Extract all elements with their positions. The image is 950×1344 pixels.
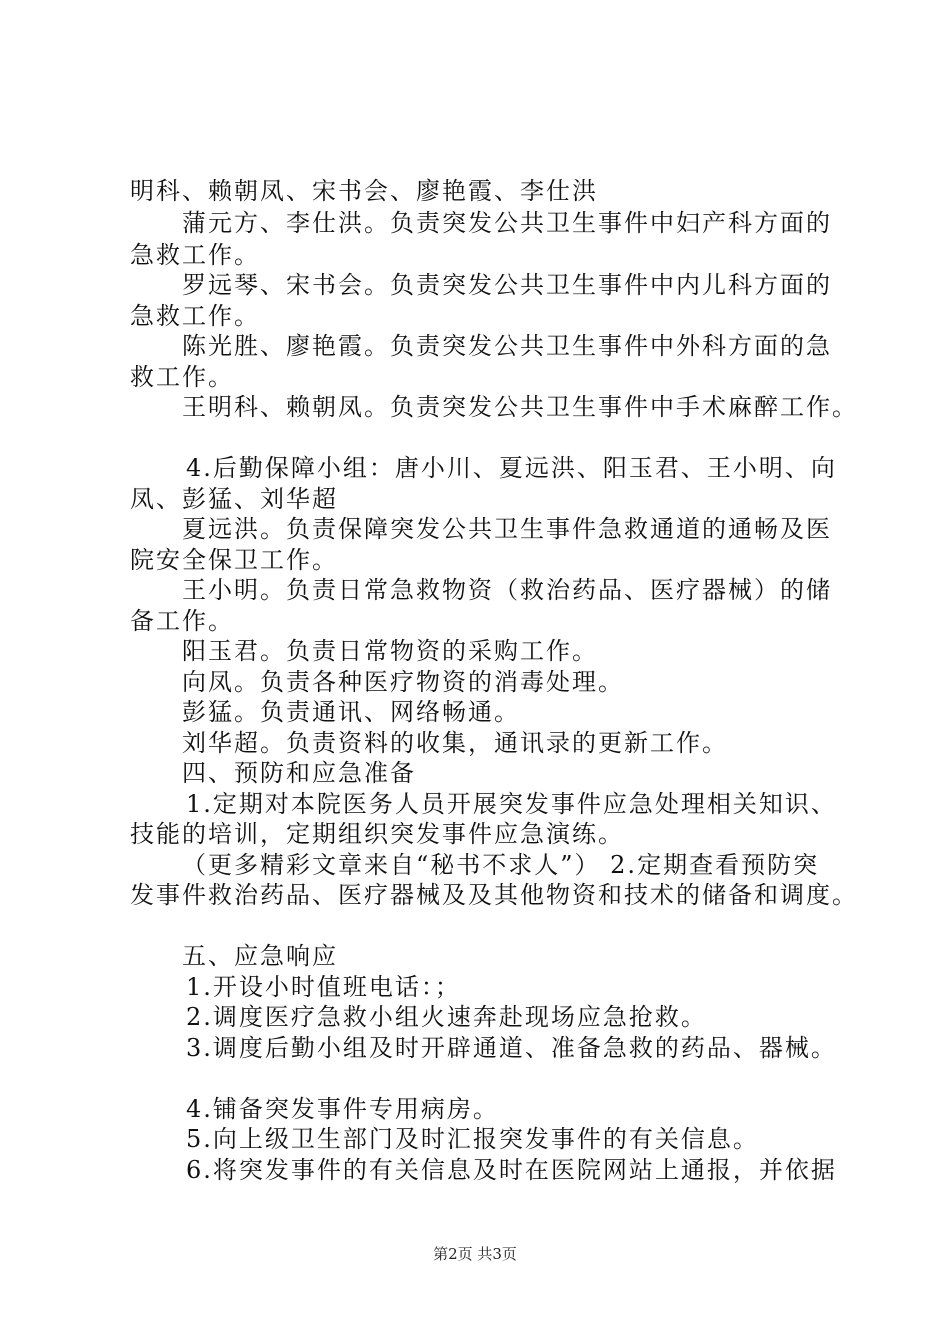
text-line: 阳玉君。负责日常物资的采购工作。 (182, 637, 598, 665)
text-line: 6.将突发事件的有关信息及时在医院网站上通报，并依据 (186, 1156, 837, 1184)
page-footer: 第2页 共3页 (433, 1245, 517, 1263)
text-line: 彭猛。负责通讯、网络畅通。 (182, 698, 520, 726)
text-line: （更多精彩文章来自“秘书不求人”） 2.定期查看预防突 (182, 851, 820, 879)
text-line: 发事件救治药品、医疗器械及及其他物资和技术的储备和调度。 (130, 881, 858, 909)
text-line: 罗远琴、宋书会。负责突发公共卫生事件中内儿科方面的 (182, 271, 832, 299)
text-line: 备工作。 (130, 607, 234, 635)
text-line: 陈光胜、廖艳霞。负责突发公共卫生事件中外科方面的急 (182, 332, 832, 360)
text-line: 急救工作。 (130, 302, 260, 330)
text-line: 向凤。负责各种医疗物资的消毒处理。 (182, 668, 624, 696)
text-line: 技能的培训，定期组织突发事件应急演练。 (130, 820, 624, 848)
section-heading: 四、预防和应急准备 (182, 759, 416, 787)
text-line: 3.调度后勤小组及时开辟通道、准备急救的药品、器械。 (186, 1034, 837, 1062)
section-heading: 五、应急响应 (182, 942, 338, 970)
text-line: 王小明。负责日常急救物资（救治药品、医疗器械）的储 (182, 576, 832, 604)
text-line: 王明科、赖朝凤。负责突发公共卫生事件中手术麻醉工作。 (182, 393, 858, 421)
text-line: 1.定期对本院医务人员开展突发事件应急处理相关知识、 (186, 790, 837, 818)
text-line: 刘华超。负责资料的收集，通讯录的更新工作。 (182, 729, 728, 757)
text-line: 4.铺备突发事件专用病房。 (186, 1095, 499, 1123)
text-line: 5.向上级卫生部门及时汇报突发事件的有关信息。 (186, 1125, 759, 1153)
text-line: 2.调度医疗急救小组火速奔赴现场应急抢救。 (186, 1003, 707, 1031)
text-line: 凤、彭猛、刘华超 (130, 485, 338, 513)
text-line: 蒲元方、李仕洪。负责突发公共卫生事件中妇产科方面的 (182, 209, 832, 237)
text-line: 明科、赖朝凤、宋书会、廖艳霞、李仕洪 (130, 177, 598, 205)
text-line: 夏远洪。负责保障突发公共卫生事件急救通道的通畅及医 (182, 515, 832, 543)
text-line: 救工作。 (130, 363, 234, 391)
text-line: 急救工作。 (130, 241, 260, 269)
text-line: 4.后勤保障小组：唐小川、夏远洪、阳玉君、王小明、向 (186, 454, 837, 482)
text-line: 院安全保卫工作。 (130, 546, 338, 574)
text-line: 1.开设小时值班电话：； (186, 973, 461, 1001)
